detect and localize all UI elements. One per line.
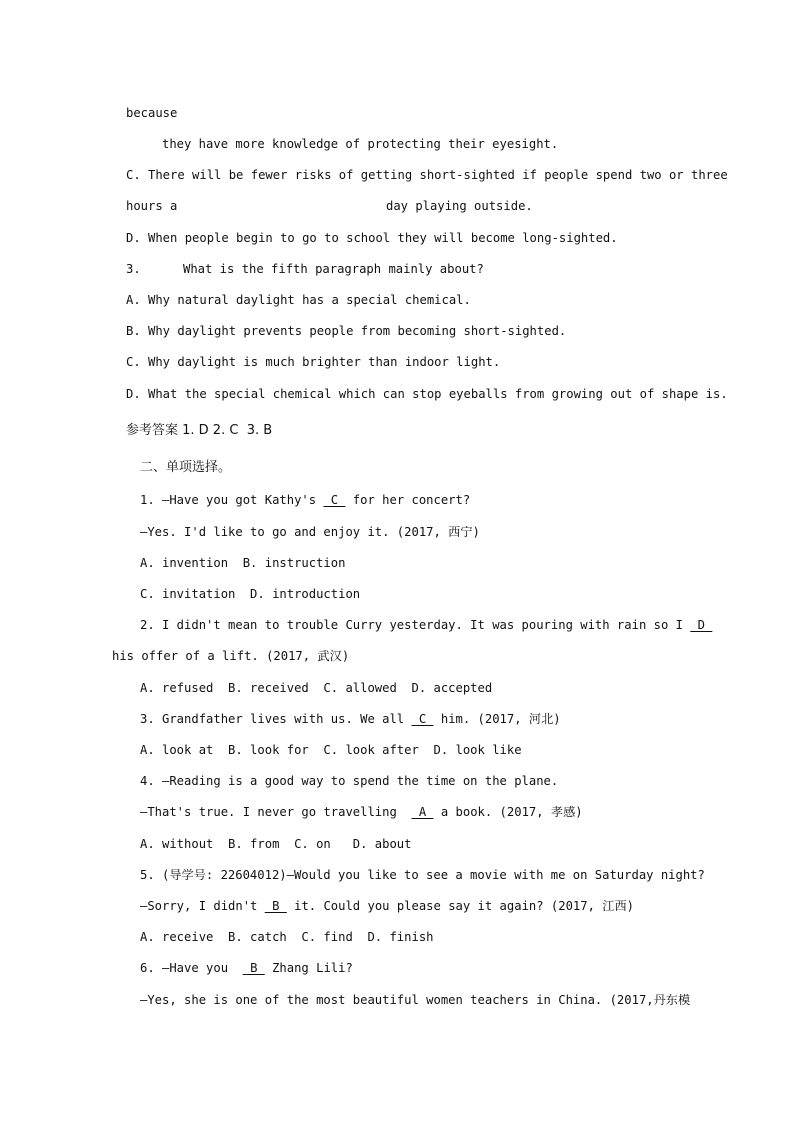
question-text: What is the fifth paragraph mainly about? bbox=[183, 262, 484, 276]
options-line: A. look at B. look for C. look after D. look like bbox=[140, 743, 522, 757]
question-reply: —Yes, she is one of the most beautiful women teachers in China. (2017,丹东模 bbox=[140, 993, 691, 1007]
answer-blank: C bbox=[411, 712, 434, 726]
question-6 bbox=[140, 960, 353, 976]
answer-blank: D bbox=[690, 618, 713, 632]
question-text: it. Could you please say it again? (2017, 江西) bbox=[286, 899, 634, 913]
question-number: 3. bbox=[126, 262, 141, 276]
question-text: Zhang Lili? bbox=[264, 961, 353, 975]
question-text: 2. I didn't mean to trouble Curry yesterday. It was pouring with rain so I bbox=[140, 618, 691, 632]
option-c: C. Why daylight is much brighter than indoor light. bbox=[126, 355, 501, 369]
answer-blank: C bbox=[323, 493, 346, 507]
answer-key: 参考答案 1. D 2. C 3. B bbox=[126, 423, 273, 438]
text-line: because bbox=[126, 106, 178, 120]
question-2 bbox=[140, 617, 712, 633]
question-text: —Sorry, I didn't bbox=[140, 899, 265, 913]
options-line: A. invention B. instruction bbox=[140, 556, 346, 570]
question-text: 6. —Have you bbox=[140, 961, 243, 975]
answer-blank: A bbox=[411, 805, 434, 819]
option-c: C. There will be fewer risks of getting short-sighted if people spend two or three bbox=[126, 168, 728, 182]
answer-blank: B bbox=[242, 961, 265, 975]
section-heading: 二、单项选择。 bbox=[140, 460, 232, 475]
text-line: day playing outside. bbox=[386, 199, 533, 213]
text-line: they have more knowledge of protecting their eyesight. bbox=[162, 137, 559, 151]
option-d: D. What the special chemical which can stop eyeballs from growing out of shape is. bbox=[126, 387, 728, 401]
question-3 bbox=[140, 711, 561, 727]
answer-blank: B bbox=[264, 899, 287, 913]
question-5: 5. (导学号: 22604012)—Would you like to see a movie with me on Saturday night? bbox=[140, 868, 705, 882]
text-line: hours a bbox=[126, 199, 178, 213]
question-text: —That's true. I never go travelling bbox=[140, 805, 412, 819]
question-text: 1. —Have you got Kathy's bbox=[140, 493, 324, 507]
question-text: 3. Grandfather lives with us. We all bbox=[140, 712, 412, 726]
options-line: A. without B. from C. on D. about bbox=[140, 837, 412, 851]
question-text: a book. (2017, 孝感) bbox=[433, 805, 583, 819]
question-reply bbox=[140, 804, 583, 820]
question-1 bbox=[140, 492, 470, 508]
options-line: A. refused B. received C. allowed D. accepted bbox=[140, 681, 493, 695]
options-line: C. invitation D. introduction bbox=[140, 587, 361, 601]
question-reply bbox=[140, 898, 634, 914]
option-a: A. Why natural daylight has a special chemical. bbox=[126, 293, 471, 307]
question-text: him. (2017, 河北) bbox=[433, 712, 561, 726]
question-4: 4. —Reading is a good way to spend the time on the plane. bbox=[140, 774, 559, 788]
question-text: for her concert? bbox=[345, 493, 471, 507]
option-d: D. When people begin to go to school they will become long-sighted. bbox=[126, 231, 618, 245]
options-line: A. receive B. catch C. find D. finish bbox=[140, 930, 434, 944]
question-text: his offer of a lift. (2017, 武汉) bbox=[112, 649, 350, 663]
question-reply: —Yes. I'd like to go and enjoy it. (2017, 西宁) bbox=[140, 525, 480, 539]
option-b: B. Why daylight prevents people from becoming short-sighted. bbox=[126, 324, 567, 338]
